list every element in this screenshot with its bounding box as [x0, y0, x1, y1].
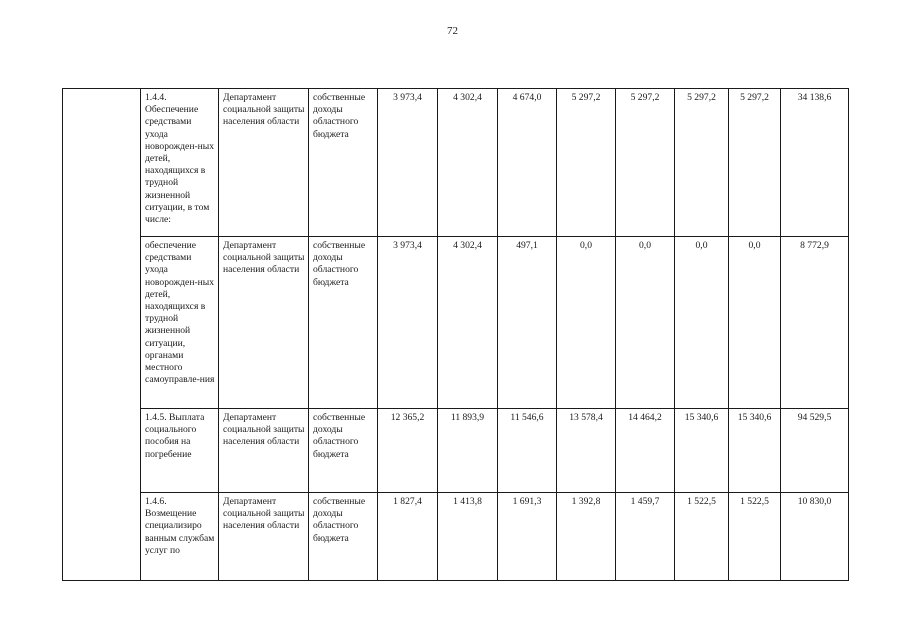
value-cell: 1 691,3 — [498, 493, 557, 581]
executor-cell: Департамент социальной защиты населения области — [219, 237, 309, 409]
value-cell: 0,0 — [675, 237, 729, 409]
page-number: 72 — [447, 25, 458, 37]
total-cell: 34 138,6 — [781, 89, 849, 237]
value-cell: 3 973,4 — [378, 237, 438, 409]
total-cell: 94 529,5 — [781, 409, 849, 493]
funding-source-cell: собственные доходы областного бюджета — [309, 493, 378, 581]
funding-source-cell: собственные доходы областного бюджета — [309, 237, 378, 409]
value-cell: 497,1 — [498, 237, 557, 409]
value-cell: 4 674,0 — [498, 89, 557, 237]
measure-name-cell: 1.4.4. Обеспечение средствами ухода новорожден-ных детей, находящихся в трудной жизненной ситуации, в том числе: — [141, 89, 219, 237]
value-cell: 1 413,8 — [438, 493, 498, 581]
value-cell: 1 827,4 — [378, 493, 438, 581]
value-cell: 1 522,5 — [675, 493, 729, 581]
measure-name-cell: обеспечение средствами ухода новорожден-ных детей, находящихся в трудной жизненной ситуации, органами местного самоуправле-ния — [141, 237, 219, 409]
budget-table — [62, 88, 849, 581]
executor-cell: Департамент социальной защиты населения области — [219, 493, 309, 581]
value-cell: 11 546,6 — [498, 409, 557, 493]
measure-name-cell: 1.4.5. Выплата социального пособия на погребение — [141, 409, 219, 493]
executor-cell: Департамент социальной защиты населения области — [219, 89, 309, 237]
value-cell: 5 297,2 — [675, 89, 729, 237]
value-cell: 0,0 — [729, 237, 781, 409]
value-cell: 12 365,2 — [378, 409, 438, 493]
table-row — [63, 89, 849, 237]
measure-name-cell: 1.4.6. Возмещение специализиро ванным службам услуг по — [141, 493, 219, 581]
value-cell: 5 297,2 — [557, 89, 616, 237]
value-cell: 15 340,6 — [729, 409, 781, 493]
value-cell: 11 893,9 — [438, 409, 498, 493]
table-row — [63, 493, 849, 581]
value-cell: 3 973,4 — [378, 89, 438, 237]
total-cell: 8 772,9 — [781, 237, 849, 409]
value-cell: 14 464,2 — [616, 409, 675, 493]
funding-source-cell: собственные доходы областного бюджета — [309, 89, 378, 237]
funding-source-cell: собственные доходы областного бюджета — [309, 409, 378, 493]
value-cell: 1 392,8 — [557, 493, 616, 581]
value-cell: 1 459,7 — [616, 493, 675, 581]
value-cell: 5 297,2 — [616, 89, 675, 237]
empty-column-cell — [63, 89, 141, 581]
value-cell: 4 302,4 — [438, 89, 498, 237]
total-cell: 10 830,0 — [781, 493, 849, 581]
value-cell: 1 522,5 — [729, 493, 781, 581]
value-cell: 4 302,4 — [438, 237, 498, 409]
table-row — [63, 237, 849, 409]
executor-cell: Департамент социальной защиты населения области — [219, 409, 309, 493]
table-row — [63, 409, 849, 493]
value-cell: 13 578,4 — [557, 409, 616, 493]
value-cell: 0,0 — [557, 237, 616, 409]
value-cell: 15 340,6 — [675, 409, 729, 493]
value-cell: 0,0 — [616, 237, 675, 409]
value-cell: 5 297,2 — [729, 89, 781, 237]
